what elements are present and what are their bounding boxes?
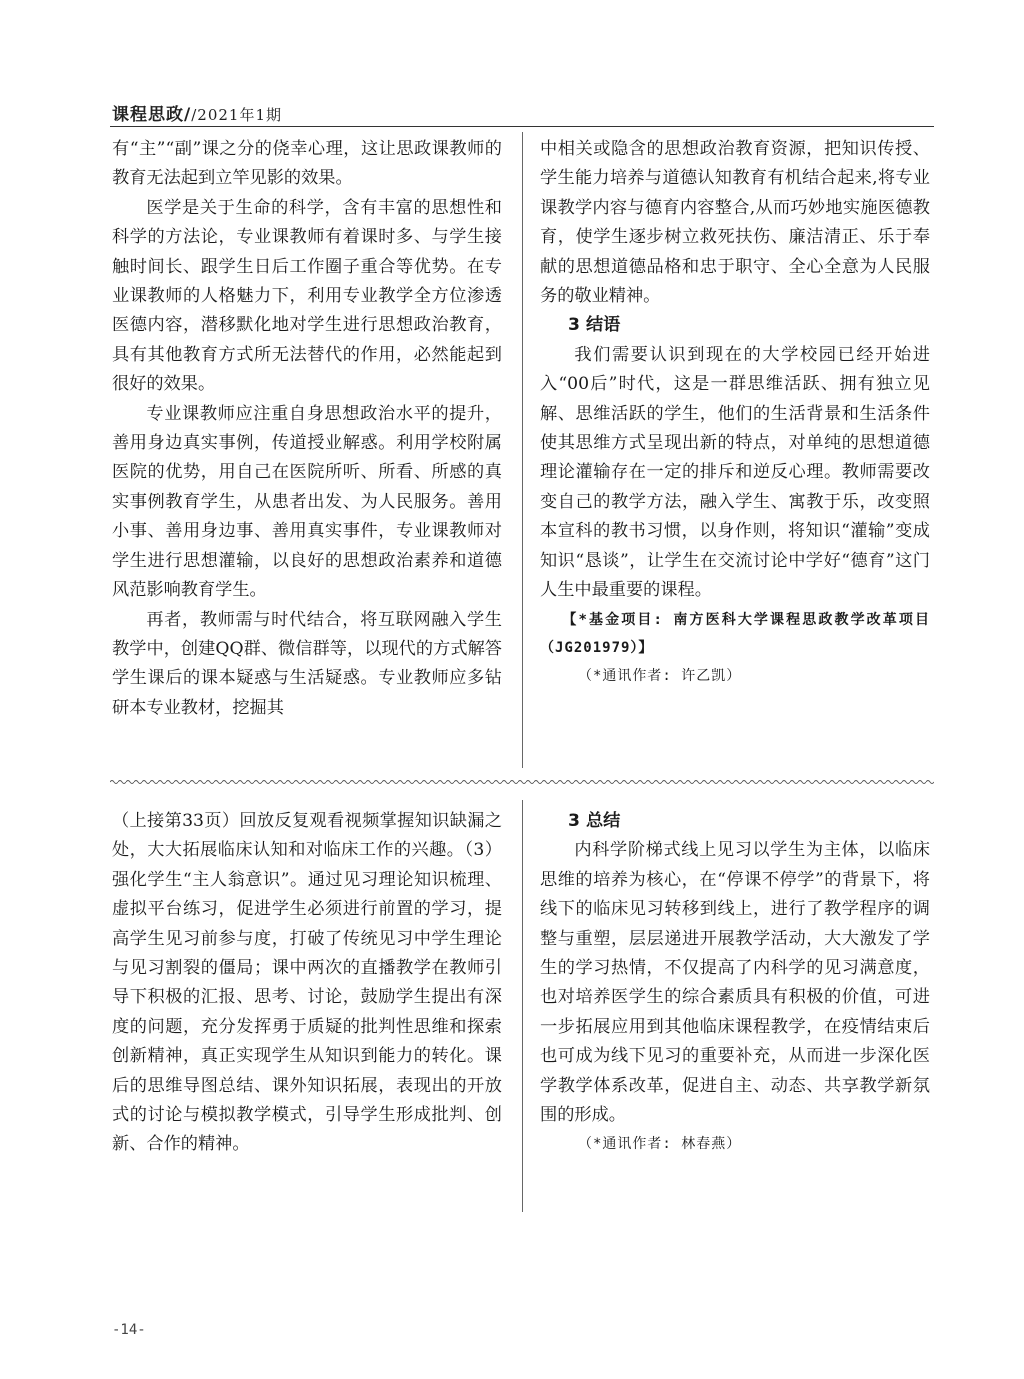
author-note: （*通讯作者: 许乙凯） xyxy=(578,667,742,684)
section-heading-conclusion: 3 结语 xyxy=(568,315,621,336)
article-separator-wave xyxy=(110,779,934,785)
paragraph: 有“主”“副”课之分的侥幸心理，这让思政课教师的教育无法起到立竿见影的效果。 xyxy=(112,139,502,189)
fund-note: 【*基金项目: 南方医科大学课程思政教学改革项目 （JG201979）】 xyxy=(540,611,930,656)
article-column-bottom-right xyxy=(540,807,930,1158)
page-number: -14- xyxy=(112,1322,146,1338)
section-heading-summary: 3 总结 xyxy=(568,811,621,831)
article-column-top-left xyxy=(112,135,502,723)
header-rule xyxy=(110,126,934,127)
paragraph: 专业课教师应注重自身思想政治水平的提升，善用身边真实事例，传道授业解惑。利用学校附属医院的优势，用自己在医院所听、所看、所感的真实事例教育学生，从患者出发、为人民服务。善用小事、善用身边事、善用真实事件，专业课教师对学生进行思想灌输，以良好的思想政治素养和道德风范影响教育学生。 xyxy=(112,403,502,601)
paragraph: 我们需要认识到现在的大学校园已经开始进入“00后”时代，这是一群思维活跃、拥有独立见解、思维活跃的学生，他们的生活背景和生活条件使其思维方式呈现出新的特点，对单纯的思想道德理论灌输存在一定的排斥和逆反心理。教师需要改变自己的教学方法，融入学生、寓教于乐，改变照本宣科的教书习惯，以身作则，将知识“灌输”变成知识“恳谈”，让学生在交流讨论中学好“德育”这门人生中最重要的课程。 xyxy=(540,344,930,601)
paragraph: 医学是关于生命的科学，含有丰富的思想性和科学的方法论，专业课教师有着课时多、与学生接触时间长、跟学生日后工作圈子重合等优势。在专业课教师的人格魅力下，利用专业教学全方位渗透医德内容，潜移默化地对学生进行思想政治教育，具有其他教育方式所无法替代的作用，必然能起到很好的效果。 xyxy=(112,197,502,395)
paragraph: 中相关或隐含的思想政治教育资源，把知识传授、学生能力培养与道德认知教育有机结合起来,将专业课教学内容与德育内容整合,从而巧妙地实施医德教育，使学生逐步树立救死扶伤、廉洁清正、乐于奉献的思想道德品格和忠于职守、全心全意为人民服务的敬业精神。 xyxy=(540,139,930,307)
header-separator: / xyxy=(184,105,192,125)
running-header xyxy=(112,100,282,125)
paragraph: 内科学阶梯式线上见习以学生为主体，以临床思维的培养为核心，在“停课不停学”的背景下，将线下的临床见习转移到线上，进行了教学程序的调整与重塑，层层递进开展教学活动，大大激发了学生的学习热情，不仅提高了内科学的见习满意度，也对培养医学生的综合素质具有积极的价值，可进一步拓展应用到其他临床课程教学，在疫情结束后也可成为线下见习的重要补充，从而进一步深化医学教学体系改革，促进自主、动态、共享教学新氛围的形成。 xyxy=(540,840,930,1126)
author-note: （*通讯作者: 林春燕） xyxy=(578,1136,742,1153)
article-column-bottom-left xyxy=(112,807,502,1160)
column-divider-bottom xyxy=(522,800,523,1212)
issue-label: /2021年1期 xyxy=(191,106,282,124)
paragraph: （上接第33页）回放反复观看视频掌握知识缺漏之处，大大拓展临床认知和对临床工作的兴趣。（3）强化学生“主人翁意识”。通过见习理论知识梳理、虚拟平台练习，促进学生必须进行前置的学习，提高学生见习前参与度，打破了传统见习中学生理论与见习割裂的僵局；课中两次的直播教学在教师引导下积极的汇报、思考、讨论，鼓励学生提出有深度的问题，充分发挥勇于质疑的批判性思维和探索创新精神，真正实现学生从知识到能力的转化。课后的思维导图总结、课外知识拓展，表现出的开放式的讨论与模拟教学模式，引导学生形成批判、创新、合作的精神。 xyxy=(112,811,502,1155)
column-divider-top xyxy=(522,132,523,768)
journal-name: 课程思政 xyxy=(112,105,184,125)
article-column-top-right xyxy=(540,135,930,690)
paragraph: 再者，教师需与时代结合，将互联网融入学生教学中，创建QQ群、微信群等，以现代的方式解答学生课后的课本疑惑与生活疑惑。专业教师应多钻研本专业教材，挖掘其 xyxy=(112,609,502,718)
